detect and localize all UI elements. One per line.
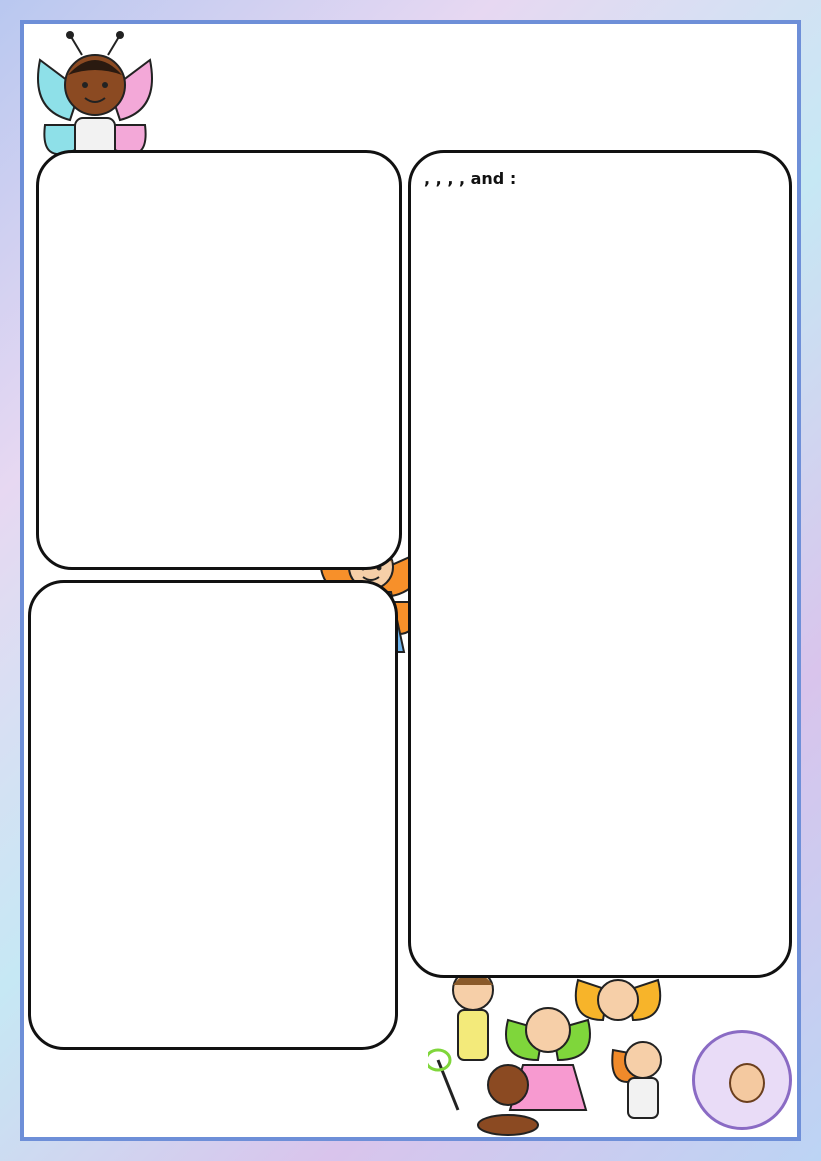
kids-group-illustration: [428, 960, 678, 1140]
logo-face-icon: [729, 1063, 765, 1103]
section-a-box: [36, 150, 402, 570]
section-c-box: [28, 580, 398, 1050]
thistlegirl-logo: [692, 1030, 792, 1130]
section-b-heading: , , , , and :: [424, 169, 517, 188]
section-b-box: [408, 150, 792, 978]
